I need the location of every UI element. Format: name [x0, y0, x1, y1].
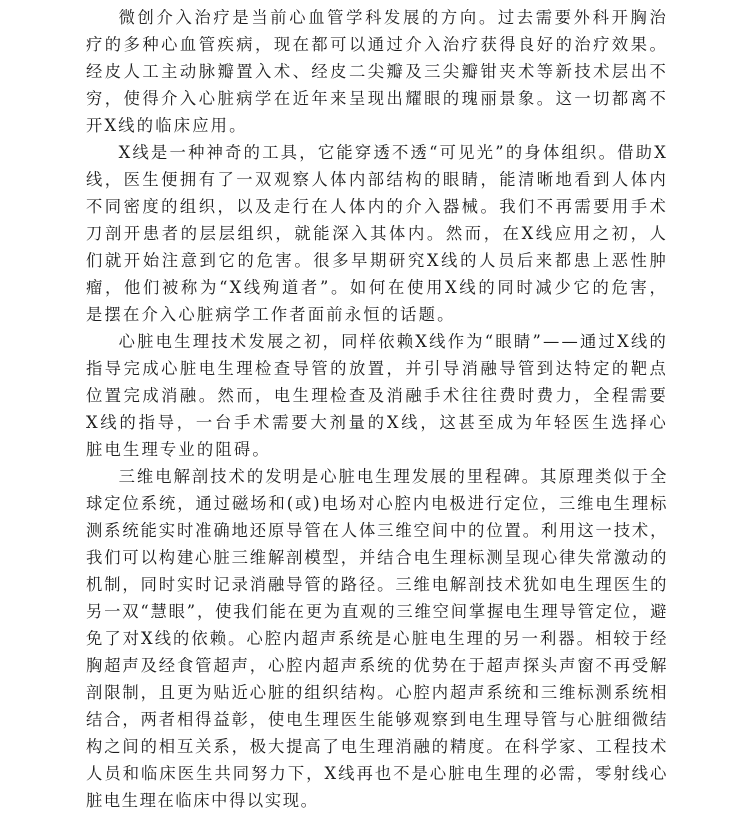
paragraph-interventional-therapy: 微创介入治疗是当前心血管学科发展的方向。过去需要外科开胸治疗的多种心血管疾病，现在都可以通过介入治疗获得良好的治疗效果。经皮人工主动脉瓣置入术、经皮二尖瓣及三尖瓣钳夹术等新技术层出不穷，使得介入心脏病学在近年来呈现出耀眼的瑰丽景象。这一切都离不开X线的临床应用。 [86, 8, 668, 135]
paragraph-3d-mapping: 三维电解剖技术的发明是心脏电生理发展的里程碑。其原理类似于全球定位系统，通过磁场和(或)电场对心腔内电极进行定位，三维电生理标测系统能实时准确地还原导管在人体三维空间中的位置。利用这一技术，我们可以构建心脏三维解剖模型，并结合电生理标测呈现心律失常激动的机制，同时实时记录消融导管的路径。三维电解剖技术犹如电生理医生的另一双“慧眼”，使我们能在更为直观的三维空间掌握电生理导管定位，避免了对X线的依赖。心腔内超声系统是心脏电生理的另一利器。相较于经胸超声及经食管超声，心腔内超声系统的优势在于超声探头声窗不再受解剖限制，且更为贴近心脏的组织结构。心腔内超声系统和三维标测系统相结合，两者相得益彰，使电生理医生能够观察到电生理导管与心脏细微结构之间的相互关系，极大提高了电生理消融的精度。在科学家、工程技术人员和临床医生共同努力下，X线再也不是心脏电生理的必需，零射线心脏电生理在临床中得以实现。 [86, 467, 668, 810]
paragraph-x-ray-tool: X线是一种神奇的工具，它能穿透不透“可见光”的身体组织。借助X线，医生便拥有了一双观察人体内部结构的眼睛，能清晰地看到人体内不同密度的组织，以及走行在人体内的介入器械。我们不再需要用手术刀剖开患者的层层组织，就能深入其体内。然而，在X线应用之初，人们就开始注意到它的危害。很多早期研究X线的人员后来都患上恶性肿瘤，他们被称为“X线殉道者”。如何在使用X线的同时减少它的危害，是摆在介入心脏病学工作者面前永恒的话题。 [86, 143, 668, 324]
paragraph-electrophysiology-origins: 心脏电生理技术发展之初，同样依赖X线作为“眼睛”——通过X线的指导完成心脏电生理检查导管的放置，并引导消融导管到达特定的靶点位置完成消融。然而，电生理检查及消融手术往往费时费力，全程需要X线的指导，一台手术需要大剂量的X线，这甚至成为年轻医生选择心脏电生理专业的阻碍。 [86, 332, 668, 459]
